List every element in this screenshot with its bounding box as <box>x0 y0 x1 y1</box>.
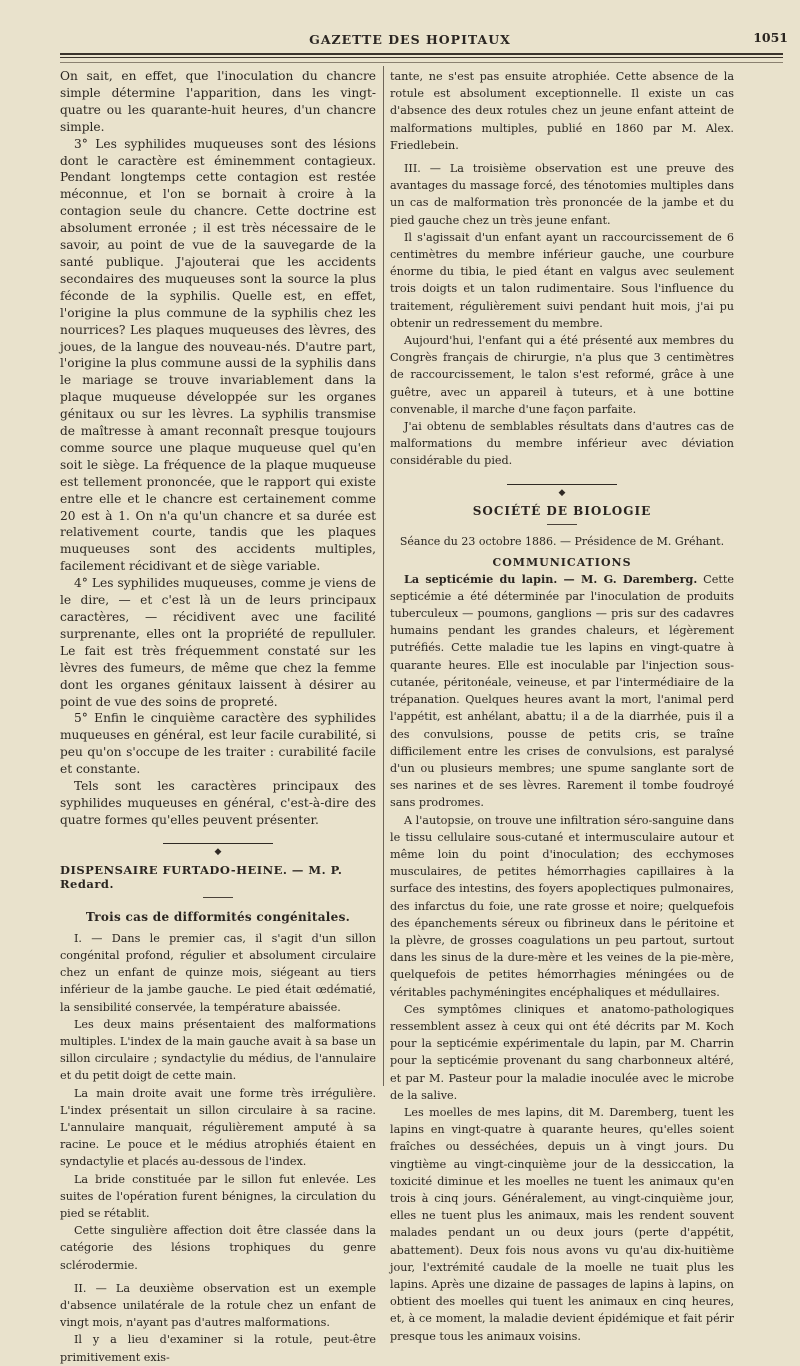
paragraph: tante, ne s'est pas ensuite atrophiée. Cette absence de la rotule est absolument exceptionnelle. Il existe un cas d'absence des deux rotules chez un jeune enfant atteint de malformations multiples, publié en 1860 par M. Alex. Friedlebein. <box>390 70 734 152</box>
paragraph: Les moelles de mes lapins, dit M. Daremberg, tuent les lapins en vingt-quatre à quarante heures, qu'elles soient fraîches ou desséchées, depuis un à vingt jours. Du vingtième au vingt-cinquième jour de la dessiccation, la toxicité diminue et les moelles ne tuent les animaux qu'en trois à cinq jours. Généralement, au vingt-cinquième jour, elles ne tuent plus les animaux, mais les rendent souvent malades pendant un ou deux jours (perte d'appétit, abattement). Deux fois nous avons vu qu'au dix-huitième jour, l'extrémité caudale de la moelle ne tuait plus les lapins. Après une dizaine de passages de lapins à lapins, on obtient des moelles qui tuent les animaux en cinq heures, et, à ce moment, la maladie devient épidémique et fait périr presque tous les animaux voisins. <box>390 1105 734 1343</box>
paragraph: Tels sont les caractères principaux des syphilides muqueuses en général, c'est-à-dire des quatre formes qu'elles peuvent présenter. <box>60 779 376 827</box>
paragraph: 4° Les syphilides muqueuses, comme je viens de le dire, — et c'est là un de leurs principaux caractères, — récidivent avec une facilité surprenante, elles ont la propriété de repulluler. Le fait est très fréquemment constaté sur les lèvres des fumeurs, de même que chez la femme dont les organes génitaux laissent à désirer au point de vue des soins de propreté. <box>60 576 376 709</box>
paragraph: La main droite avait une forme très irrégulière. L'index présentait un sillon circulaire à sa racine. L'annulaire manquait, régulièrement amputé à sa racine. Le pouce et le médius atrophiés étaient en syndactylie et placés au-dessous de l'index. <box>60 1086 376 1169</box>
journal-title: GAZETTE DES HOPITAUX <box>309 32 511 47</box>
page-number: 1051 <box>753 30 788 45</box>
running-header <box>60 30 788 50</box>
paragraph: Il s'agissait d'un enfant ayant un raccourcissement de 6 centimètres du membre inférieur gauche, une courbure énorme du tibia, le pied étant en valgus avec seulement trois doigts et un talon rudimentaire. Sous l'influence du traitement, régulièrement suivi pendant huit mois, j'ai pu obtenir un redressement du membre. <box>390 230 734 330</box>
paragraph: Il y a lieu d'examiner si la rotule, peut-être primitivement exis- <box>60 1333 376 1364</box>
paragraph: Cette singulière affection doit être classée dans la catégorie des lésions trophiques du genre sclérodermie. <box>60 1224 376 1272</box>
short-rule <box>203 897 233 898</box>
paragraph: A l'autopsie, on trouve une infiltration séro-sanguine dans le tissu cellulaire sous-cutané et intermusculaire autour et même loin du point d'inoculation; des ecchymoses musculaires, de petites hémorrhagies capillaires à la surface des intestins, des foyers apoplectiques pulmonaires, des infarctus du foie, une rate grosse et noire; quelquefois des épanchements séreux ou fibrineux dans le péritoine et la plèvre, de grosses coagulations un peu partout, surtout dans les sinus de la dure-mère et les veines de la pie-mère, quelquefois de petites hémorrhagies méningées ou de véritables pachyméningites encéphaliques et médullaires. <box>390 813 734 999</box>
paragraph: Aujourd'hui, l'enfant qui a été présenté aux membres du Congrès français de chirurgie, n'a plus que 3 centimètres de raccourcissement, le talon s'est reformé, grâce à une guêtre, avec un appareil à tuteurs, et à une bottine convenable, il marche d'une façon parfaite. <box>390 334 734 416</box>
session-line: Séance du 23 octobre 1886. — Présidence de M. Gréhant. <box>399 534 725 548</box>
header-rule <box>60 57 783 58</box>
article-lead: La septicémie du lapin. — M. G. Daremberg. <box>404 571 698 586</box>
column-divider <box>383 66 384 1086</box>
section-ornament: ◆ <box>60 839 376 849</box>
section-title: DISPENSAIRE FURTADO-HEINE. — M. P. Redard. <box>60 862 343 891</box>
section-title: SOCIÉTÉ DE BIOLOGIE <box>472 503 652 518</box>
paragraph: La bride constituée par le sillon fut enlevée. Les suites de l'opération furent bénignes, la circulation du pied se rétablit. <box>60 1172 376 1221</box>
right-column <box>390 68 734 1345</box>
paragraph: On sait, en effet, que l'inoculation du chancre simple détermine l'apparition, dans les vingt-quatre ou les quarante-huit heures, d'un chancre simple. <box>60 69 376 134</box>
paragraph: Ces symptômes cliniques et anatomo-pathologiques ressemblent assez à ceux qui ont été décrits par M. Koch pour la septicémie expérimentale du lapin, par M. Charrin pour la septicémie provenant du sang charbonneux altéré, et par M. Pasteur pour la maladie inoculée avec le microbe de la salive. <box>390 1002 734 1102</box>
left-column <box>60 68 376 1366</box>
short-rule <box>547 524 577 525</box>
paragraph <box>390 571 734 812</box>
paragraph: Les deux mains présentaient des malformations multiples. L'index de la main gauche avait à sa base un sillon circulaire ; syndactylie du médius, de l'annulaire et du petit doigt de cette main. <box>60 1017 376 1083</box>
article-lead-body: Cette septicémie a été déterminée par l'inoculation de produits tuberculeux — poumons, ganglions — pris sur des cadavres humains pendant les grandes chaleurs, et légèrement putréfiés. Cette maladie tue les lapins en vingt-quatre à quarante heures. Elle est inoculable par l'injection sous-cutanée, péritonéale, veineuse, et par l'intermédiaire de la trépanation. Quelques heures avant la mort, l'animal perd l'appétit, est anhélant, abattu; il a de la diarrhée, puis il a des convulsions, pousse de petits cris, se traîne difficilement entre les crises de convulsions, est paralysé d'un ou plusieurs membres; une spume sanglante sort de ses narines et de ses lèvres. Rarement il tombe foudroyé sans prodromes. <box>390 572 734 810</box>
paragraph: 5° Enfin le cinquième caractère des syphilides muqueuses en général, est leur facile curabilité, si peu qu'on s'occupe de les traiter : curabilité facile et constante. <box>60 711 376 777</box>
paragraph: 3° Les syphilides muqueuses sont des lésions dont le caractère est éminemment contagieux. Pendant longtemps cette contagion est restée méconnue, et l'on se bornait à croire à la contagion seule du chancre. Cette doctrine est absolument erronée ; il est très nécessaire de le savoir, au point de vue de la sauvegarde de la santé publique. J'ajouterai que les accidents secondaires des muqueuses sont la source la plus féconde de la syphilis. Quelle est, en effet, l'origine la plus commune de la syphilis chez les nourrices? Les plaques muqueuses des lèvres, des joues, de la langue des nouveau-nés. D'autre part, l'origine la plus commune aussi de la syphilis dans le mariage se trouve invariablement dans la plaque muqueuse développée sur les organes génitaux ou sur les lèvres. La syphilis transmise de maîtresse à amant reconnaît presque toujours comme source une plaque muqueuse quel qu'en soit le siège. La fréquence de la plaque muqueuse est tellement prononcée, que le rapport qui existe entre elle et le chancre est certainement comme 20 est à 1. On n'a qu'un chancre et sa durée est relativement courte, tandis que les plaques muqueuses sont des accidents multiples, facilement récidivant et de siège variable. <box>60 136 376 574</box>
article-title: Trois cas de difformités congénitales. <box>85 909 351 924</box>
communications-heading: COMMUNICATIONS <box>492 555 632 569</box>
paragraph: J'ai obtenu de semblables résultats dans d'autres cas de malformations du membre inférieur avec déviation considérable du pied. <box>390 420 734 468</box>
section-ornament: ◆ <box>390 480 734 490</box>
paragraph: II. — La deuxième observation est un exemple d'absence unilatérale de la rotule chez un enfant de vingt mois, n'ayant pas d'autres malformations. <box>60 1281 376 1330</box>
paragraph: III. — La troisième observation est une preuve des avantages du massage forcé, des ténotomies multiples dans un cas de malformation très prononcée de la jambe et du pied gauche chez un très jeune enfant. <box>390 162 734 227</box>
header-rule <box>60 53 783 55</box>
paragraph: I. — Dans le premier cas, il s'agit d'un sillon congénital profond, régulier et absolument circulaire chez un enfant de quinze mois, siégeant au tiers inférieur de la jambe gauche. Le pied était œdématié, la sensibilité conservée, la température abaissée. <box>60 931 376 1014</box>
header-rule <box>60 62 783 63</box>
